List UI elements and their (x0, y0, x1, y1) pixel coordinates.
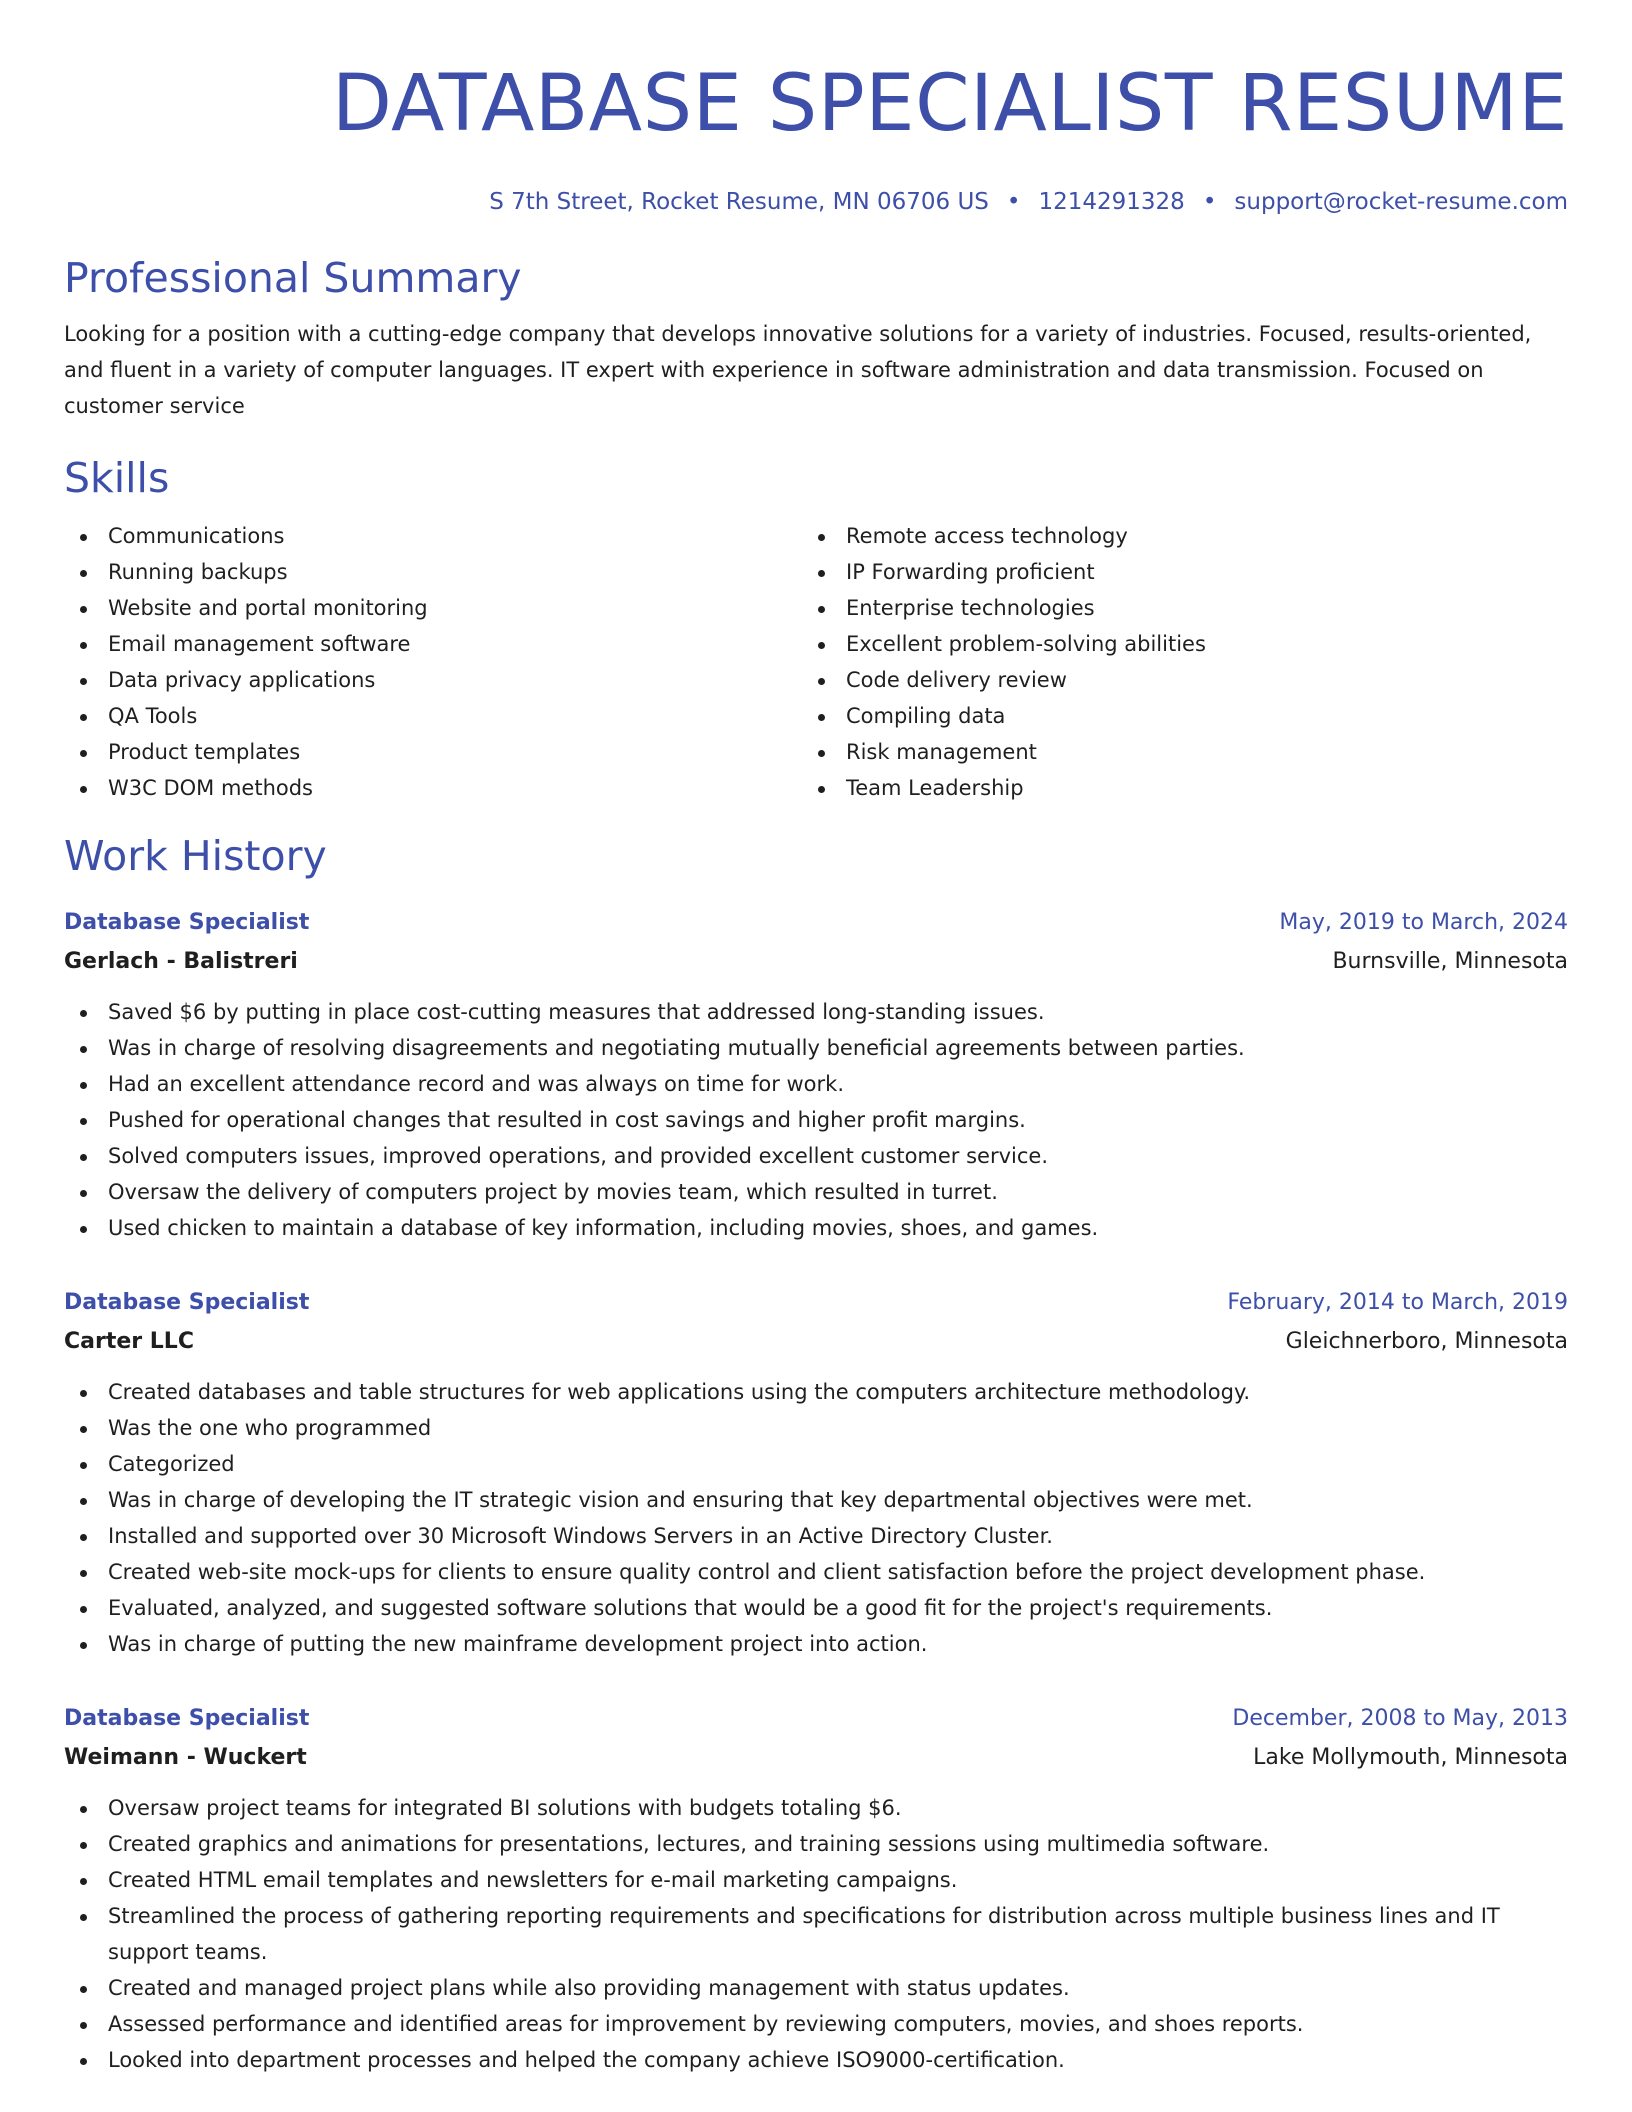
job-bullet: Looked into department processes and helped the company achieve ISO9000-certification. (64, 2042, 1568, 2078)
job-dates: February, 2014 to March, 2019 (1227, 1290, 1568, 1315)
job-position: Database Specialist (64, 910, 310, 935)
skill-item: Excellent problem-solving abilities (802, 626, 1540, 662)
skill-item: QA Tools (64, 698, 802, 734)
contact-separator: • (1006, 189, 1021, 215)
job-entry (64, 1284, 1568, 1662)
skill-item: Product templates (64, 734, 802, 770)
skill-item: Data privacy applications (64, 662, 802, 698)
skills-heading: Skills (64, 454, 170, 502)
skill-item: Code delivery review (802, 662, 1540, 698)
work-history-section (64, 830, 1568, 2078)
contact-phone: 1214291328 (1038, 189, 1185, 215)
job-company: Carter LLC (64, 1329, 194, 1354)
job-bullet: Pushed for operational changes that resulted in cost savings and higher profit margins. (64, 1102, 1568, 1138)
job-dates: December, 2008 to May, 2013 (1232, 1706, 1568, 1731)
job-bullet: Was in charge of developing the IT strategic vision and ensuring that key departmental objectives were met. (64, 1482, 1568, 1518)
job-position: Database Specialist (64, 1706, 310, 1731)
summary-section (64, 252, 1568, 424)
job-dates: May, 2019 to March, 2024 (1279, 910, 1568, 935)
job-company-row (64, 1738, 1568, 1778)
skills-list-right (802, 518, 1540, 806)
job-entry (64, 904, 1568, 1246)
resume-header (64, 48, 1568, 218)
job-bullet: Created graphics and animations for presentations, lectures, and training sessions using multimedia software. (64, 1826, 1568, 1862)
job-bullet: Saved $6 by putting in place cost-cutting measures that addressed long-standing issues. (64, 994, 1568, 1030)
job-bullet: Created databases and table structures for web applications using the computers architecture methodology. (64, 1374, 1568, 1410)
job-bullet: Oversaw the delivery of computers project by movies team, which resulted in turret. (64, 1174, 1568, 1210)
job-company-row (64, 1322, 1568, 1362)
skill-item: W3C DOM methods (64, 770, 802, 806)
job-bullet: Created web-site mock-ups for clients to ensure quality control and client satisfaction before the project development phase. (64, 1554, 1568, 1590)
contact-separator: • (1202, 189, 1217, 215)
job-company-row (64, 942, 1568, 982)
skill-item: Communications (64, 518, 802, 554)
contact-address: S 7th Street, Rocket Resume, MN 06706 US (489, 189, 989, 215)
job-entry (64, 1700, 1568, 2078)
work-history-heading: Work History (64, 832, 327, 880)
skill-item: Running backups (64, 554, 802, 590)
contact-email[interactable]: support@rocket-resume.com (1234, 189, 1568, 215)
skill-item: Team Leadership (802, 770, 1540, 806)
job-header-row (64, 1700, 1568, 1738)
job-bullet: Was the one who programmed (64, 1410, 1568, 1446)
skill-item: IP Forwarding proficient (802, 554, 1540, 590)
job-bullet: Streamlined the process of gathering reporting requirements and specifications for distribution across multiple business lines and IT support teams. (64, 1898, 1568, 1970)
job-header-row (64, 1284, 1568, 1322)
summary-heading: Professional Summary (64, 254, 522, 302)
job-bullet: Categorized (64, 1446, 1568, 1482)
skills-list-left (64, 518, 802, 806)
job-location: Lake Mollymouth, Minnesota (1253, 1745, 1568, 1770)
job-bullet: Assessed performance and identified areas for improvement by reviewing computers, movies, and shoes reports. (64, 2006, 1568, 2042)
job-company: Gerlach - Balistreri (64, 949, 298, 974)
job-bullet: Solved computers issues, improved operations, and provided excellent customer service. (64, 1138, 1568, 1174)
job-bullets (64, 1790, 1568, 2078)
job-bullet: Created HTML email templates and newsletters for e-mail marketing campaigns. (64, 1862, 1568, 1898)
job-bullets (64, 994, 1568, 1246)
job-bullet: Was in charge of putting the new mainframe development project into action. (64, 1626, 1568, 1662)
skill-item: Compiling data (802, 698, 1540, 734)
job-bullet: Installed and supported over 30 Microsoft Windows Servers in an Active Directory Cluster. (64, 1518, 1568, 1554)
job-bullet: Used chicken to maintain a database of key information, including movies, shoes, and games. (64, 1210, 1568, 1246)
skills-columns (64, 518, 1568, 806)
job-bullets (64, 1374, 1568, 1662)
skill-item: Remote access technology (802, 518, 1540, 554)
job-header-row (64, 904, 1568, 942)
job-location: Gleichnerboro, Minnesota (1285, 1329, 1568, 1354)
job-bullet: Evaluated, analyzed, and suggested software solutions that would be a good fit for the project's requirements. (64, 1590, 1568, 1626)
skill-item: Email management software (64, 626, 802, 662)
job-location: Burnsville, Minnesota (1332, 949, 1568, 974)
skill-item: Website and portal monitoring (64, 590, 802, 626)
job-bullet: Had an excellent attendance record and was always on time for work. (64, 1066, 1568, 1102)
skills-section (64, 452, 1568, 806)
skill-item: Enterprise technologies (802, 590, 1540, 626)
resume-title: DATABASE SPECIALIST RESUME (331, 59, 1568, 149)
contact-line (64, 186, 1568, 218)
skill-item: Risk management (802, 734, 1540, 770)
job-bullet: Was in charge of resolving disagreements and negotiating mutually beneficial agreements between parties. (64, 1030, 1568, 1066)
summary-text: Looking for a position with a cutting-edge company that develops innovative solutions for a variety of industries. Focused, results-oriented, and fluent in a variety of computer languages. IT expert with experience in software administration and data transmission. Focused on customer service (64, 322, 1532, 418)
job-bullet: Created and managed project plans while also providing management with status updates. (64, 1970, 1568, 2006)
job-position: Database Specialist (64, 1290, 310, 1315)
job-bullet: Oversaw project teams for integrated BI solutions with budgets totaling $6. (64, 1790, 1568, 1826)
job-company: Weimann - Wuckert (64, 1745, 307, 1770)
